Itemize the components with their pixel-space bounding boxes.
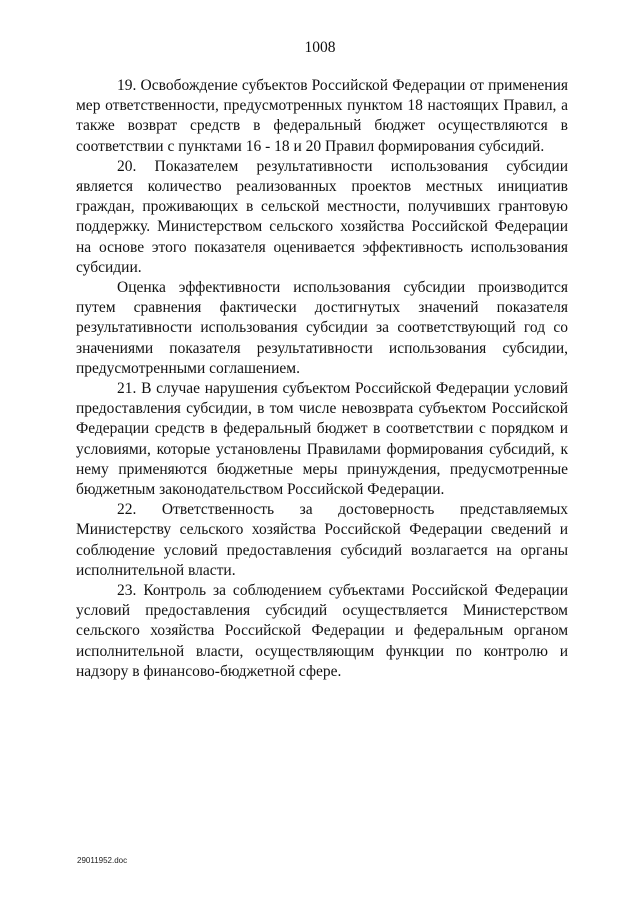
paragraph-23: 23. Контроль за соблюдением субъектами Российской Федерации условий предоставления субсидий осуществляется Министерством сельского хозяйства Российской Федерации и федеральным органом исполнительной власти, осуществляющим функции по контролю и надзору в финансово-бюджетной сфере. xyxy=(76,582,568,680)
paragraph-20-evaluation: Оценка эффективности использования субсидии производится путем сравнения фактически достигнутых значений показателя результативности использования субсидии за соответствующий год со значениями показателя результативности использования субсидии, предусмотренными соглашением. xyxy=(76,279,568,377)
paragraph-19: 19. Освобождение субъектов Российской Федерации от применения мер ответственности, предусмотренных пунктом 18 настоящих Правил, а также возврат средств в федеральный бюджет осуществляются в соответствии с пунктами 16 - 18 и 20 Правил формирования субсидий. xyxy=(76,77,568,155)
document-file-code: 29011952.doc xyxy=(77,856,128,865)
paragraph-20: 20. Показателем результативности использования субсидии является количество реализованных проектов местных инициатив граждан, проживающих в сельской местности, получивших грантовую поддержку. Министерством сельского хозяйства Российской Федерации на основе этого показателя оценивается эффективность использования субсидии. xyxy=(76,157,568,276)
page-number: 1008 xyxy=(304,39,336,56)
document-body xyxy=(76,76,568,682)
paragraph-21: 21. В случае нарушения субъектом Российской Федерации условий предоставления субсидии, в том числе невозврата субъектом Российской Федерации средств в федеральный бюджет в соответствии с порядком и условиями, которые установлены Правилами формирования субсидий, к нему применяются бюджетные меры принуждения, предусмотренные бюджетным законодательством Российской Федерации. xyxy=(76,380,568,499)
paragraph-22: 22. Ответственность за достоверность представляемых Министерству сельского хозяйства Российской Федерации сведений и соблюдение условий предоставления субсидий возлагается на органы исполнительной власти. xyxy=(76,501,568,579)
